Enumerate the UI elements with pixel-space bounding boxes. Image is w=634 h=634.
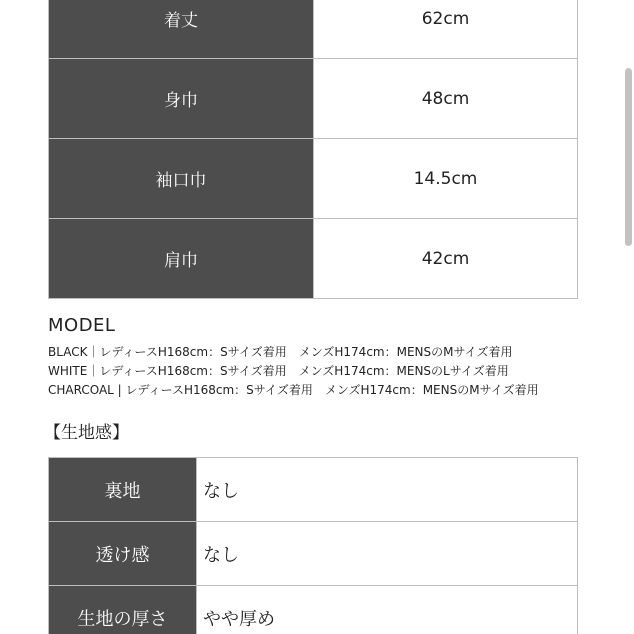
fabric-value-sheerness: なし <box>197 522 578 586</box>
size-value-length: 62cm <box>314 0 578 59</box>
scrollbar-thumb[interactable] <box>625 68 632 246</box>
size-label-cuff: 袖口巾 <box>49 139 314 219</box>
size-value-cuff: 14.5cm <box>314 139 578 219</box>
table-row <box>49 139 578 219</box>
table-row <box>49 522 578 586</box>
size-label-shoulder: 肩巾 <box>49 219 314 299</box>
model-line-black: BLACK｜レディースH168cm：Sサイズ着用 メンズH174cm：MENSのMサイズ着用 <box>48 345 513 359</box>
size-value-width: 48cm <box>314 59 578 139</box>
fabric-heading: 【生地感】 <box>44 423 129 443</box>
size-label-length: 着丈 <box>49 0 314 59</box>
table-row <box>49 59 578 139</box>
fabric-table <box>48 457 578 634</box>
fabric-label-lining: 裏地 <box>49 458 197 522</box>
table-row <box>49 219 578 299</box>
fabric-label-sheerness: 透け感 <box>49 522 197 586</box>
fabric-value-thickness: やや厚め <box>197 586 578 634</box>
model-line-charcoal: CHARCOAL | レディースH168cm：Sサイズ着用 メンズH174cm：MENSのMサイズ着用 <box>48 383 539 397</box>
table-row <box>49 458 578 522</box>
table-row <box>49 0 578 59</box>
size-label-width: 身巾 <box>49 59 314 139</box>
model-line-white: WHITE｜レディースH168cm：Sサイズ着用 メンズH174cm：MENSのLサイズ着用 <box>48 364 509 378</box>
fabric-value-lining: なし <box>197 458 578 522</box>
size-table <box>48 0 578 299</box>
size-value-shoulder: 42cm <box>314 219 578 299</box>
model-title: MODEL <box>48 315 116 336</box>
fabric-label-thickness: 生地の厚さ <box>49 586 197 634</box>
table-row <box>49 586 578 634</box>
